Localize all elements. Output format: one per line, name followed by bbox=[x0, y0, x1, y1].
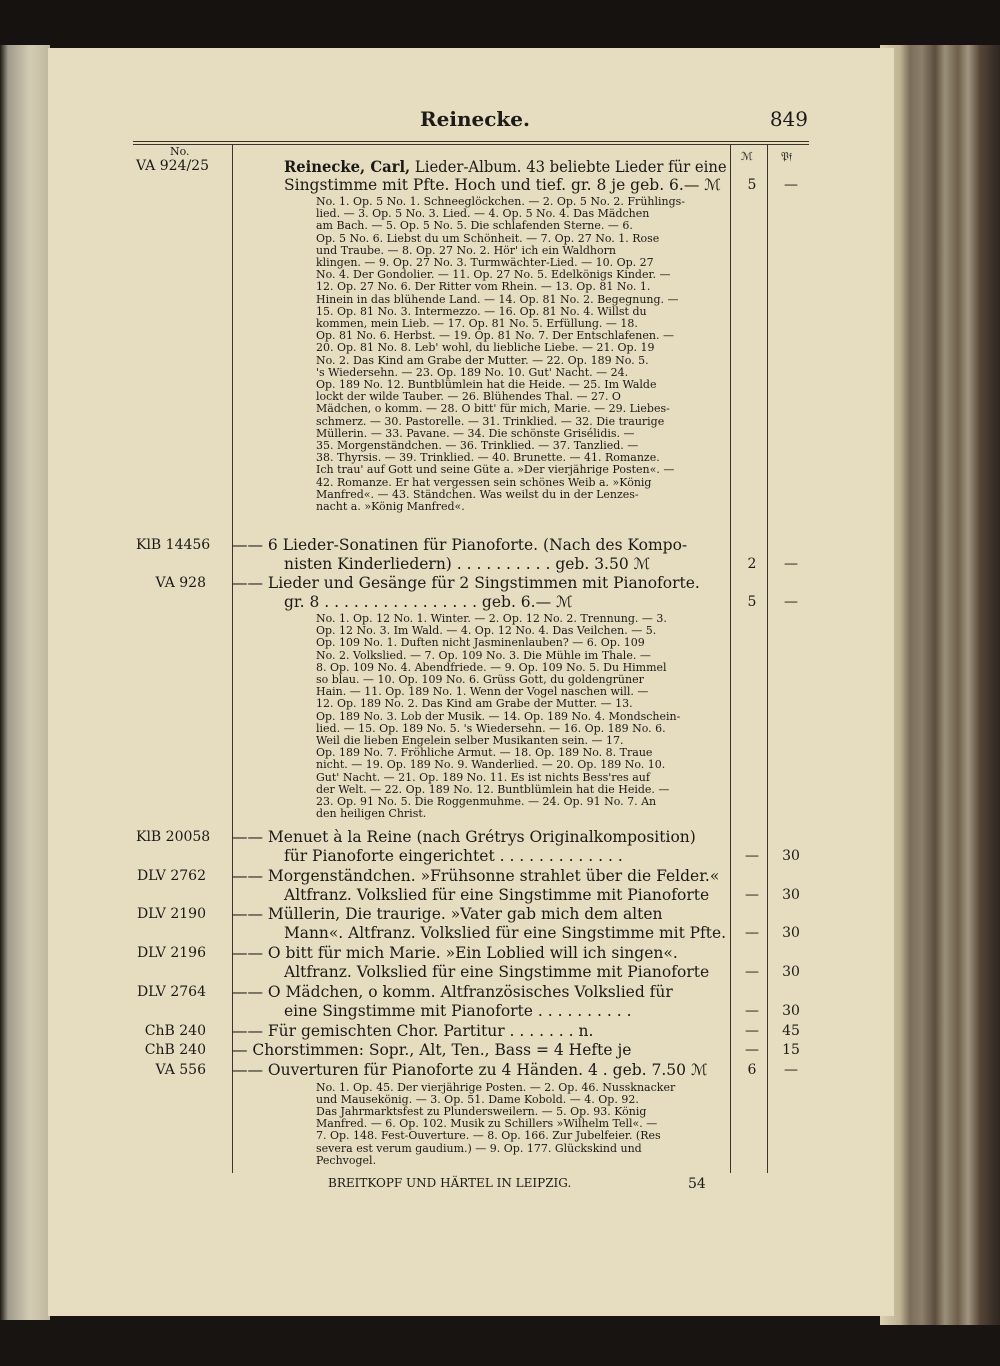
entry-text-line: Reinecke, Carl, Lieder-Album. 43 beliebte Lieder für eine bbox=[284, 157, 727, 176]
contents-line: 23. Op. 91 No. 5. Die Roggenmuhme. — 24. Op. 91 No. 7. An bbox=[316, 795, 657, 808]
contents-line: 7. Op. 148. Fest-Ouverture. — 8. Op. 166. Zur Jubelfeier. (Res bbox=[316, 1129, 661, 1143]
price-mark: — bbox=[745, 847, 759, 864]
catalog-number: ChB 240 bbox=[144, 1023, 206, 1039]
contents-line: No. 1. Op. 12 No. 1. Winter. — 2. Op. 12 No. 2. Trennung. — 3. bbox=[316, 612, 667, 625]
contents-line: Das Jahrmarktsfest zu Plundersweilern. — 5. Op. 93. König bbox=[316, 1104, 647, 1118]
contents-line: Op. 189 No. 12. Buntblümlein hat die Heide. — 25. Im Walde bbox=[316, 378, 657, 391]
contents-line: No. 2. Volkslied. — 7. Op. 109 No. 3. Die Mühle im Thale. — bbox=[316, 648, 651, 662]
contents-line: 38. Thyrsis. — 39. Trinklied. — 40. Brunette. — 41. Romanze. bbox=[316, 451, 660, 465]
contents-line: No. 4. Der Gondolier. — 11. Op. 27 No. 5. Edelkönigs Kinder. — bbox=[316, 268, 671, 282]
contents-line: so blau. — 10. Op. 109 No. 6. Grüss Gott, du goldengrüner bbox=[316, 673, 644, 686]
page-header bbox=[48, 107, 894, 137]
catalog-number: DLV 2764 bbox=[136, 984, 206, 1000]
column-header-mark: ℳ bbox=[741, 150, 753, 163]
catalog-number: DLV 2196 bbox=[136, 945, 206, 961]
price-mark: 5 bbox=[747, 176, 757, 193]
price-pfennig: 30 bbox=[782, 1002, 800, 1019]
price-pfennig: — bbox=[784, 593, 798, 610]
catalog-number: DLV 2190 bbox=[136, 906, 206, 922]
contents-line: 15. Op. 81 No. 3. Intermezzo. — 16. Op. 81 No. 4. Willst du bbox=[316, 304, 647, 318]
scan-top-edge bbox=[0, 0, 1000, 48]
catalog-number: VA 924/25 bbox=[136, 158, 209, 174]
price-mark: — bbox=[745, 924, 759, 941]
entry-text-line: Altfranz. Volkslied für eine Singstimme mit Pianoforte bbox=[284, 962, 710, 981]
contents-line: 20. Op. 81 No. 8. Leb' wohl, du liebliche Liebe. — 21. Op. 19 bbox=[316, 341, 655, 355]
contents-line: 8. Op. 109 No. 4. Abendfriede. — 9. Op. 109 No. 5. Du Himmel bbox=[316, 660, 667, 674]
contents-line: 35. Morgenständchen. — 36. Trinklied. — 37. Tanzlied. — bbox=[316, 439, 639, 452]
sheet-number: 54 bbox=[688, 1176, 706, 1192]
catalog-number: VA 928 bbox=[155, 575, 206, 591]
price-mark: — bbox=[745, 963, 759, 980]
contents-line: lockt der wilde Tauber. — 26. Blühendes Thal. — 27. O bbox=[316, 390, 621, 404]
contents-line: und Traube. — 8. Op. 27 No. 2. Hör' ich ein Waldhorn bbox=[316, 243, 616, 257]
column-divider bbox=[232, 145, 233, 1173]
contents-line: Op. 5 No. 6. Liebst du um Schönheit. — 7. Op. 27 No. 1. Rose bbox=[316, 231, 660, 245]
contents-line: Hain. — 11. Op. 189 No. 1. Wenn der Vogel naschen will. — bbox=[316, 685, 649, 699]
entry-text-line: — Chorstimmen: Sopr., Alt, Ten., Bass = 4 Hefte je bbox=[232, 1041, 632, 1059]
entry-text-line: gr. 8 . . . . . . . . . . . . . . . . geb. 6.— ℳ bbox=[284, 592, 573, 611]
contents-line: Pechvogel. bbox=[316, 1153, 377, 1167]
entry-text-line: —— Lieder und Gesänge für 2 Singstimmen mit Pianoforte. bbox=[232, 574, 700, 592]
entry-text-line: nisten Kinderliedern) . . . . . . . . . . geb. 3.50 ℳ bbox=[284, 554, 651, 573]
contents-line: Op. 81 No. 6. Herbst. — 19. Op. 81 No. 7. Der Entschlafenen. — bbox=[316, 329, 674, 343]
catalog-number: DLV 2762 bbox=[136, 868, 206, 884]
entry-text-line: Altfranz. Volkslied für eine Singstimme mit Pianoforte bbox=[284, 885, 710, 904]
price-mark: 2 bbox=[747, 555, 757, 572]
contents-line: Manfred. — 6. Op. 102. Musik zu Schillers »Wilhelm Tell«. — bbox=[316, 1117, 658, 1131]
price-pfennig: 30 bbox=[782, 886, 800, 903]
contents-line: 12. Op. 27 No. 6. Der Ritter vom Rhein. — 13. Op. 81 No. 1. bbox=[316, 280, 651, 294]
entry-text-line: Mann«. Altfranz. Volkslied für eine Singstimme mit Pfte. bbox=[284, 923, 726, 942]
entry-text-line: —— Ouverturen für Pianoforte zu 4 Händen. 4 . geb. 7.50 ℳ bbox=[232, 1061, 708, 1079]
left-page-edge bbox=[0, 45, 50, 1320]
contents-line: und Mausekönig. — 3. Op. 51. Dame Kobold. — 4. Op. 92. bbox=[316, 1092, 639, 1106]
header-rule bbox=[133, 141, 809, 142]
contents-line: nicht. — 19. Op. 189 No. 9. Wanderlied. — 20. Op. 189 No. 10. bbox=[316, 758, 666, 772]
column-divider bbox=[730, 145, 731, 1173]
contents-line: No. 2. Das Kind am Grabe der Mutter. — 22. Op. 189 No. 5. bbox=[316, 353, 649, 367]
entry-text-line: —— Morgenständchen. »Frühsonne strahlet über die Felder.« bbox=[232, 867, 720, 885]
contents-line: den heiligen Christ. bbox=[316, 807, 427, 821]
price-pfennig: — bbox=[784, 555, 798, 572]
contents-line: Op. 109 No. 1. Duften nicht Jasminenlauben? — 6. Op. 109 bbox=[316, 636, 645, 650]
contents-line: Mädchen, o komm. — 28. O bitt' für mich, Marie. — 29. Liebes- bbox=[316, 402, 670, 416]
entry-text-line: —— O bitt für mich Marie. »Ein Loblied will ich singen«. bbox=[232, 944, 678, 962]
price-pfennig: 30 bbox=[782, 924, 800, 941]
contents-line: Gut' Nacht. — 21. Op. 189 No. 11. Es ist nichts Bess'res auf bbox=[316, 770, 650, 784]
entry-text-line: —— 6 Lieder-Sonatinen für Pianoforte. (Nach des Kompo- bbox=[232, 536, 688, 554]
contents-line: kommen, mein Lieb. — 17. Op. 81 No. 5. Erfüllung. — 18. bbox=[316, 317, 638, 330]
column-divider bbox=[767, 145, 768, 1173]
contents-line: Op. 12 No. 3. Im Wald. — 4. Op. 12 No. 4. Das Veilchen. — 5. bbox=[316, 624, 657, 638]
contents-line: Ich trau' auf Gott und seine Güte a. »Der vierjährige Posten«. — bbox=[316, 463, 675, 477]
contents-line: der Welt. — 22. Op. 189 No. 12. Buntblümlein hat die Heide. — bbox=[316, 782, 670, 796]
price-pfennig: 30 bbox=[782, 963, 800, 980]
contents-line: 's Wiedersehn. — 23. Op. 189 No. 10. Gut' Nacht. — 24. bbox=[316, 365, 629, 379]
entry-text-line: —— O Mädchen, o komm. Altfranzösisches Volkslied für bbox=[232, 983, 673, 1001]
contents-line: Weil die lieben Engelein selber Musikanten sein. — 17. bbox=[316, 734, 624, 747]
entry-text-line: —— Für gemischten Chor. Partitur . . . . . . . n. bbox=[232, 1022, 594, 1040]
entry-text-line: eine Singstimme mit Pianoforte . . . . . . . . . . bbox=[284, 1001, 632, 1020]
catalog-number: VA 556 bbox=[155, 1062, 206, 1078]
entry-text-line: —— Menuet à la Reine (nach Grétrys Originalkomposition) bbox=[232, 828, 696, 846]
column-header-no: No. bbox=[170, 145, 190, 158]
contents-line: lied. — 15. Op. 189 No. 5. 's Wiedersehn. — 16. Op. 189 No. 6. bbox=[316, 721, 666, 735]
catalog-page bbox=[48, 48, 894, 1316]
contents-line: Müllerin. — 33. Pavane. — 34. Die schönste Grisélidis. — bbox=[316, 426, 635, 440]
catalog-number: KlB 20058 bbox=[136, 829, 211, 845]
contents-line: 12. Op. 189 No. 2. Das Kind am Grabe der Mutter. — 13. bbox=[316, 697, 633, 711]
price-pfennig: 15 bbox=[782, 1042, 800, 1058]
contents-line: 42. Romanze. Er hat vergessen sein schönes Weib a. »König bbox=[316, 475, 652, 489]
entry-text-line: Singstimme mit Pfte. Hoch und tief. gr. 8 je geb. 6.— ℳ bbox=[284, 175, 721, 194]
contents-line: No. 1. Op. 5 No. 1. Schneeglöckchen. — 2. Op. 5 No. 2. Frühlings- bbox=[316, 195, 686, 208]
price-mark: 5 bbox=[747, 593, 757, 610]
contents-line: Op. 189 No. 7. Fröhliche Armut. — 18. Op. 189 No. 8. Traue bbox=[316, 746, 653, 760]
header-rule bbox=[133, 144, 809, 145]
composer-name: Reinecke, Carl, bbox=[284, 157, 411, 176]
contents-line: Manfred«. — 43. Ständchen. Was weilst du in der Lenzes- bbox=[316, 487, 639, 501]
contents-line: Op. 189 No. 3. Lob der Musik. — 14. Op. 189 No. 4. Mondschein- bbox=[316, 709, 681, 723]
page-number: 849 bbox=[769, 107, 808, 131]
page-title: Reinecke. bbox=[420, 107, 530, 131]
contents-line: klingen. — 9. Op. 27 No. 3. Turmwächter-Lied. — 10. Op. 27 bbox=[316, 256, 654, 269]
price-mark: — bbox=[745, 1042, 759, 1058]
price-pfennig: 45 bbox=[782, 1023, 800, 1039]
contents-line: severa est verum gaudium.) — 9. Op. 177. Glückskind und bbox=[316, 1141, 642, 1155]
contents-line: schmerz. — 30. Pastorelle. — 31. Trinklied. — 32. Die traurige bbox=[316, 414, 665, 428]
price-pfennig: 30 bbox=[782, 847, 800, 864]
contents-line: No. 1. Op. 45. Der vierjährige Posten. — 2. Op. 46. Nussknacker bbox=[316, 1080, 676, 1094]
price-pfennig: — bbox=[784, 1062, 798, 1078]
contents-line: nacht a. »König Manfred«. bbox=[316, 500, 465, 513]
entry-text-line: für Pianoforte eingerichtet . . . . . . . . . . . . . bbox=[284, 846, 623, 865]
price-mark: — bbox=[745, 1002, 759, 1019]
contents-line: Hinein in das blühende Land. — 14. Op. 81 No. 2. Begegnung. — bbox=[316, 292, 679, 306]
price-mark: — bbox=[745, 1023, 759, 1039]
publisher-footer: BREITKOPF UND HÄRTEL IN LEIPZIG. bbox=[328, 1176, 572, 1190]
price-pfennig: — bbox=[784, 176, 798, 193]
price-mark: — bbox=[745, 886, 759, 903]
price-mark: 6 bbox=[747, 1062, 757, 1078]
contents-line: lied. — 3. Op. 5 No. 3. Lied. — 4. Op. 5 No. 4. Das Mädchen bbox=[316, 207, 650, 221]
catalog-number: ChB 240 bbox=[144, 1042, 206, 1058]
book-binding bbox=[880, 45, 1000, 1325]
entry-text-line: —— Müllerin, Die traurige. »Vater gab mich dem alten bbox=[232, 905, 663, 923]
contents-line: am Bach. — 5. Op. 5 No. 5. Die schlafenden Sterne. — 6. bbox=[316, 219, 633, 233]
column-header-pfennig: 𝔓𝔣 bbox=[781, 150, 793, 163]
catalog-number: KlB 14456 bbox=[136, 537, 211, 553]
